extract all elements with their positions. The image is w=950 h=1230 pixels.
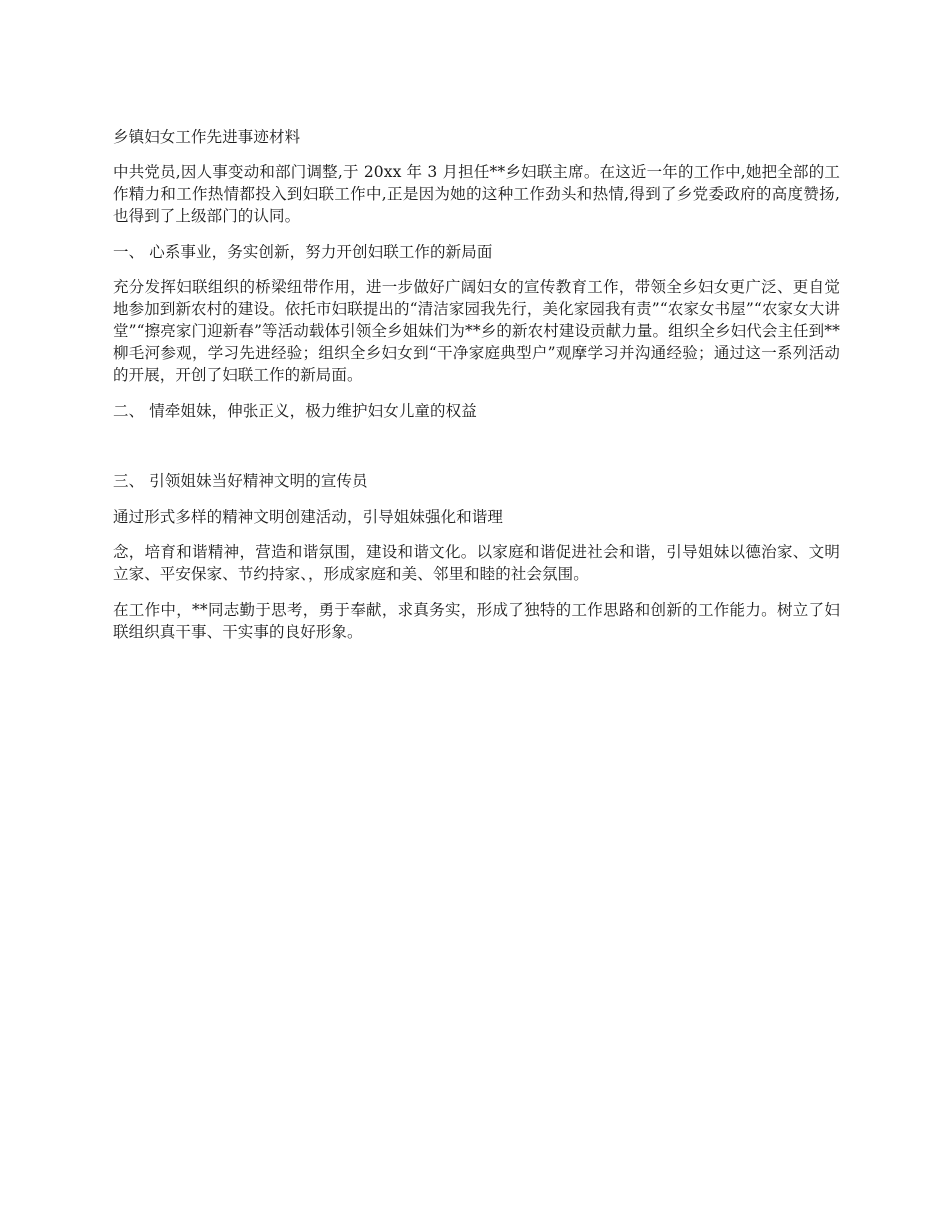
document-title: 乡镇妇女工作先进事迹材料 [113, 128, 301, 146]
closing-paragraph: 在工作中，**同志勤于思考，勇于奉献，求真务实，形成了独特的工作思路和创新的工作能力。树立了妇联组织真干事、干实事的良好形象。 [113, 601, 840, 641]
document-page [113, 126, 840, 643]
section-1-heading: 一、 心系事业，务实创新，努力开创妇联工作的新局面 [113, 243, 493, 261]
section-3-heading: 三、 引领姐妹当好精神文明的宣传员 [113, 472, 368, 490]
section-3-paragraph-a: 通过形式多样的精神文明创建活动，引导姐妹强化和谐理 [113, 508, 504, 526]
section-1-paragraph: 充分发挥妇联组织的桥梁纽带作用，进一步做好广阔妇女的宣传教育工作，带领全乡妇女更广泛、更自觉地参加到新农村的建设。依托市妇联提出的“清洁家园我先行，美化家园我有责”“农家女书屋”“农家女大讲堂”“擦亮家门迎新春”等活动载体引领全乡姐妹们为**乡的新农村建设贡献力量。组织全乡妇代会主任到**柳毛河参观，学习先进经验；组织全乡妇女到“干净家庭典型户”观摩学习并沟通经验；通过这一系列活动的开展，开创了妇联工作的新局面。 [113, 278, 840, 384]
section-2-heading: 二、 情牵姐妹，伸张正义，极力维护妇女儿童的权益 [113, 402, 477, 420]
section-3-paragraph-b: 念，培育和谐精神，营造和谐氛围，建设和谐文化。以家庭和谐促进社会和谐，引导姐妹以德治家、文明立家、平安保家、节约持家、，形成家庭和美、邻里和睦的社会氛围。 [113, 543, 840, 583]
intro-paragraph: 中共党员,因人事变动和部门调整,于 20xx 年 3 月担任**乡妇联主席。在这近一年的工作中,她把全部的工作精力和工作热情都投入到妇联工作中,正是因为她的这种工作劲头和热情,得到了乡党委政府的高度赞扬,也得到了上级部门的认同。 [113, 163, 840, 225]
